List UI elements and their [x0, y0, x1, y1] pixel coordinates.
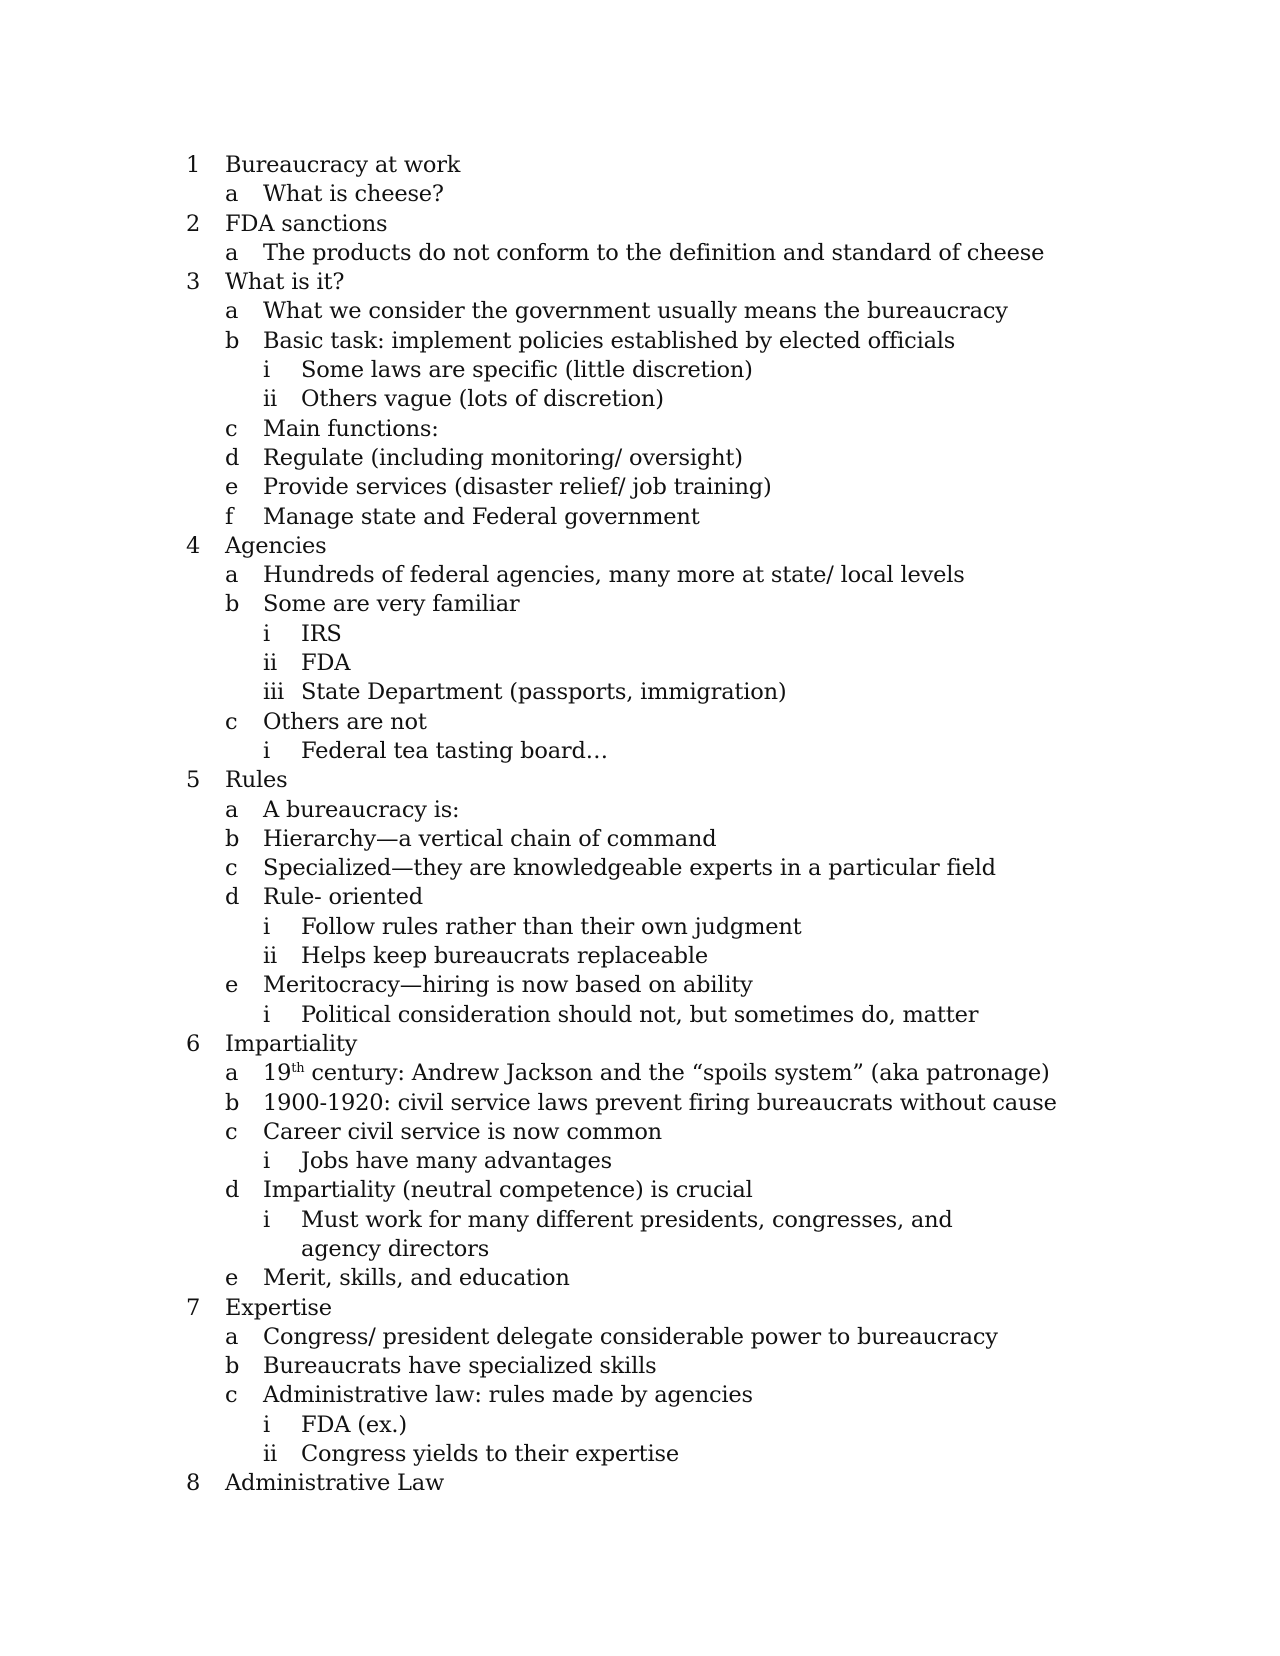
outline-item — [186, 825, 1046, 854]
outline-item — [186, 1440, 1046, 1469]
item-text: Impartiality — [225, 1030, 358, 1057]
outline-item — [186, 1206, 1046, 1265]
item-number: 3 — [186, 269, 201, 296]
item-text: IRS — [301, 620, 342, 647]
item-letter: c — [225, 708, 238, 735]
item-text: Bureaucrats have specialized skills — [263, 1353, 657, 1380]
outline-item — [186, 239, 1046, 268]
outline-item — [186, 883, 1046, 912]
outline-item — [186, 1411, 1046, 1440]
item-number: 2 — [186, 210, 201, 237]
item-letter: a — [225, 298, 239, 325]
outline-item — [186, 737, 1046, 766]
outline-item — [186, 268, 1046, 297]
outline-item — [186, 532, 1046, 561]
outline-item — [186, 620, 1046, 649]
outline-list — [186, 151, 1057, 1499]
outline-item — [186, 590, 1046, 619]
item-text: Hierarchy—a vertical chain of command — [263, 825, 717, 852]
outline-item — [186, 796, 1046, 825]
item-text: Merit, skills, and education — [263, 1265, 570, 1292]
item-letter: b — [225, 1089, 240, 1116]
item-text: Administrative Law — [225, 1470, 445, 1497]
item-letter: a — [225, 796, 239, 823]
item-roman: ii — [263, 386, 277, 413]
item-text: Regulate (including monitoring/ oversight) — [263, 444, 743, 471]
item-letter: c — [225, 1382, 238, 1409]
item-text: FDA (ex.) — [301, 1411, 407, 1438]
item-letter: a — [225, 1323, 239, 1350]
century-ordinal: 19 — [263, 1060, 292, 1087]
item-letter: a — [225, 181, 239, 208]
item-number: 1 — [186, 152, 201, 178]
item-number: 5 — [186, 767, 201, 794]
outline-item — [186, 1264, 1046, 1293]
item-letter: e — [225, 1265, 239, 1292]
item-number: 4 — [186, 532, 201, 559]
outline-item — [186, 415, 1046, 444]
item-text: Main functions: — [263, 415, 439, 442]
item-text: Basic task: implement policies established by elected officials — [263, 327, 956, 354]
item-text: Some are very familiar — [263, 591, 520, 618]
outline-item — [186, 1381, 1046, 1410]
item-letter: a — [225, 239, 239, 266]
item-letter: f — [225, 503, 234, 530]
outline-item — [186, 1118, 1046, 1147]
outline-item — [186, 180, 1046, 209]
outline-item — [186, 708, 1046, 737]
item-letter: b — [225, 591, 240, 618]
outline-item — [186, 151, 1046, 180]
item-text: Rules — [225, 767, 288, 794]
outline-item — [186, 503, 1046, 532]
item-text: Expertise — [225, 1294, 332, 1321]
item-letter: b — [225, 1353, 240, 1380]
item-letter: c — [225, 855, 238, 882]
outline-item — [186, 1089, 1057, 1118]
item-roman: i — [263, 357, 270, 384]
outline-item — [186, 854, 1046, 883]
outline-item — [186, 1030, 1046, 1059]
outline-item — [186, 1469, 1046, 1498]
item-number: 8 — [186, 1470, 201, 1497]
item-letter: b — [225, 327, 240, 354]
item-text: What is cheese? — [263, 181, 444, 208]
item-text: FDA sanctions — [225, 210, 388, 237]
item-roman: i — [263, 913, 270, 940]
item-roman: ii — [263, 943, 277, 970]
outline-item — [186, 327, 1046, 356]
item-text: Follow rules rather than their own judgment — [301, 913, 802, 940]
item-roman: i — [263, 620, 270, 647]
outline-item — [186, 473, 1046, 502]
item-letter: c — [225, 1118, 238, 1145]
item-letter: b — [225, 825, 240, 852]
item-text — [263, 1059, 1050, 1088]
item-letter: e — [225, 972, 239, 999]
outline-item — [186, 297, 1046, 326]
item-text: Manage state and Federal government — [263, 503, 700, 530]
outline-item — [186, 1176, 1046, 1205]
outline-item — [186, 561, 1046, 590]
item-text: Administrative law: rules made by agencies — [263, 1382, 753, 1409]
item-letter: a — [225, 562, 239, 589]
item-text: Bureaucracy at work — [225, 152, 461, 178]
item-text: Political consideration should not, but sometimes do, matter — [301, 1001, 979, 1028]
item-text: Jobs have many advantages — [301, 1148, 613, 1175]
item-text: Provide services (disaster relief/ job training) — [263, 474, 772, 501]
item-roman: i — [263, 737, 270, 764]
item-letter: d — [225, 884, 240, 911]
item-letter: d — [225, 1177, 240, 1204]
outline-item — [186, 971, 1046, 1000]
outline-item — [186, 766, 1046, 795]
item-text: Federal tea tasting board… — [301, 737, 608, 764]
item-roman: i — [263, 1001, 270, 1028]
item-text: Hundreds of federal agencies, many more at state/ local levels — [263, 562, 965, 589]
item-number: 6 — [186, 1030, 201, 1057]
item-letter: a — [225, 1060, 239, 1087]
item-text: Agencies — [225, 532, 327, 559]
item-number: 7 — [186, 1294, 201, 1321]
item-roman: i — [263, 1206, 270, 1233]
ordinal-suffix: th — [291, 1061, 305, 1077]
item-letter: c — [225, 415, 238, 442]
item-text: Congress/ president delegate considerable power to bureaucracy — [263, 1323, 998, 1350]
item-text: Others are not — [263, 708, 427, 735]
item-text: What is it? — [225, 269, 345, 296]
outline-item — [186, 444, 1046, 473]
item-text: Must work for many different presidents, congresses, and agency directors — [301, 1206, 953, 1262]
item-text: Helps keep bureaucrats replaceable — [301, 943, 708, 970]
outline-item — [186, 1352, 1046, 1381]
item-text: Others vague (lots of discretion) — [301, 386, 664, 413]
outline-item — [186, 678, 1046, 707]
outline-item — [186, 1323, 1046, 1352]
outline-item — [186, 210, 1046, 239]
item-text: State Department (passports, immigration) — [301, 679, 787, 706]
outline-item — [186, 385, 1046, 414]
outline-item — [186, 913, 1046, 942]
item-text-rest: century: Andrew Jackson and the “spoils system” (aka patronage) — [311, 1060, 1050, 1087]
item-text: The products do not conform to the definition and standard of cheese — [263, 239, 1045, 266]
item-letter: d — [225, 444, 240, 471]
item-roman: i — [263, 1148, 270, 1175]
item-roman: ii — [263, 1441, 277, 1468]
item-roman: ii — [263, 650, 277, 677]
item-text: Impartiality (neutral competence) is crucial — [263, 1177, 753, 1204]
item-text: FDA — [301, 650, 351, 677]
outline-item — [186, 1001, 1046, 1030]
item-roman: iii — [263, 679, 284, 706]
item-text: What we consider the government usually means the bureaucracy — [263, 298, 1008, 325]
item-text: Rule- oriented — [263, 884, 423, 911]
outline-item — [186, 1059, 1050, 1088]
item-text: Meritocracy—hiring is now based on ability — [263, 972, 753, 999]
item-text: Some laws are specific (little discretion) — [301, 357, 753, 384]
item-text: A bureaucracy is: — [263, 796, 460, 823]
outline-item — [186, 1147, 1046, 1176]
item-text: Specialized—they are knowledgeable experts in a particular field — [263, 855, 996, 882]
item-letter: e — [225, 474, 239, 501]
item-roman: i — [263, 1411, 270, 1438]
outline-item — [186, 356, 1046, 385]
item-text: 1900-1920: civil service laws prevent firing bureaucrats without cause — [263, 1089, 1057, 1116]
item-text: Congress yields to their expertise — [301, 1441, 679, 1468]
item-text: Career civil service is now common — [263, 1118, 662, 1145]
outline-item — [186, 649, 1046, 678]
outline-item — [186, 1294, 1046, 1323]
outline-item — [186, 942, 1046, 971]
